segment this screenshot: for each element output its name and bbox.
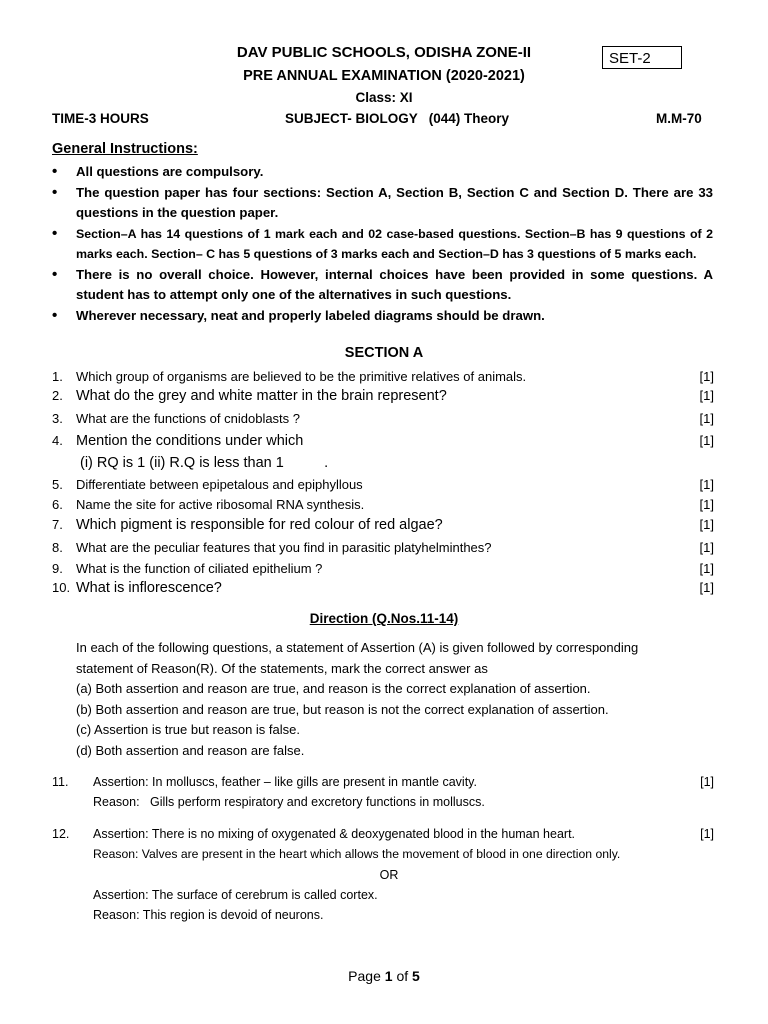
page-of: of: [396, 968, 409, 984]
question-number: 7.: [52, 517, 63, 532]
question-text: Differentiate between epipetalous and epiphyllous: [76, 477, 363, 492]
question-marks: [1]: [699, 497, 714, 512]
question-marks: [1]: [699, 561, 714, 576]
question-number: 6.: [52, 497, 63, 512]
assertion-text: Assertion: In molluscs, feather – like gills are present in mantle cavity.: [93, 775, 477, 789]
question-text: Mention the conditions under which: [76, 433, 304, 449]
question-marks: [1]: [699, 540, 714, 555]
alt-reason-text: Reason: This region is devoid of neurons.: [93, 908, 324, 922]
instruction-item: • All questions are compulsory.: [52, 162, 713, 183]
direction-line: (a) Both assertion and reason are true, and reason is the correct explanation of assertion.: [76, 681, 591, 696]
direction-line: (c) Assertion is true but reason is false.: [76, 722, 300, 737]
reason-text: Reason: Valves are present in the heart which allows the movement of blood in one direction only.: [93, 847, 621, 861]
subject-label: SUBJECT- BIOLOGY (044) Theory: [285, 111, 510, 126]
direction-line: In each of the following questions, a statement of Assertion (A) is given followed by corresponding: [76, 640, 639, 655]
question-marks: [1]: [700, 827, 714, 841]
question-number: 5.: [52, 477, 63, 492]
question-text: What is the function of ciliated epithelium ?: [76, 561, 323, 576]
question-text: What do the grey and white matter in the brain represent?: [76, 388, 447, 404]
question-number: 11.: [52, 775, 69, 789]
section-a-title: SECTION A: [344, 345, 424, 361]
question-text: What are the peculiar features that you find in parasitic platyhelminthes?: [76, 540, 492, 555]
question-number: 12.: [52, 827, 70, 841]
alt-assertion-text: Assertion: The surface of cerebrum is called cortex.: [93, 888, 378, 902]
question-marks: [1]: [699, 369, 714, 384]
question-marks: [1]: [699, 388, 714, 403]
page-label: Page: [348, 968, 381, 984]
question-number: 8.: [52, 540, 63, 555]
question-marks: [1]: [699, 580, 714, 595]
question-marks: [1]: [699, 433, 714, 448]
class-label: Class: XI: [355, 90, 413, 105]
instruction-item: • There is no overall choice. However, internal choices have been provided in some questions. A student has to attempt only one of the alternatives in such questions.: [52, 265, 713, 306]
time-label: TIME-3 HOURS: [52, 111, 149, 126]
question-number: 9.: [52, 561, 63, 576]
instructions-list: [52, 162, 713, 326]
question-number: 4.: [52, 433, 63, 448]
page-footer: [0, 968, 768, 984]
question-marks: [1]: [699, 411, 714, 426]
question-number: 10.: [52, 580, 71, 595]
question-marks: [1]: [700, 775, 714, 789]
assertion-text: Assertion: There is no mixing of oxygenated & deoxygenated blood in the human heart.: [93, 827, 576, 841]
question-text: Name the site for active ribosomal RNA synthesis.: [76, 497, 365, 512]
reason-text: Reason: Gills perform respiratory and excretory functions in molluscs.: [93, 795, 485, 809]
instruction-item: • Section–A has 14 questions of 1 mark each and 02 case-based questions. Section–B has 9 questions of 2 marks each. Section– C has 5 questions of 3 marks each and Section–D has 3 questions of 5 marks each.: [52, 224, 713, 265]
direction-line: statement of Reason(R). Of the statements, mark the correct answer as: [76, 661, 488, 676]
instruction-item: • Wherever necessary, neat and properly labeled diagrams should be drawn.: [52, 306, 713, 327]
question-marks: [1]: [699, 517, 714, 532]
exam-title: PRE ANNUAL EXAMINATION (2020-2021): [243, 68, 525, 84]
question-text-subline: (i) RQ is 1 (ii) R.Q is less than 1 .: [80, 455, 329, 471]
or-separator: OR: [379, 868, 399, 882]
question-number: 1.: [52, 369, 63, 384]
direction-line: (d) Both assertion and reason are false.: [76, 743, 305, 758]
question-marks: [1]: [699, 477, 714, 492]
question-text: What is inflorescence?: [76, 580, 222, 596]
question-text: What are the functions of cnidoblasts ?: [76, 411, 301, 426]
max-marks-label: M.M-70: [656, 111, 702, 126]
direction-line: (b) Both assertion and reason are true, but reason is not the correct explanation of assertion.: [76, 702, 609, 717]
school-name: DAV PUBLIC SCHOOLS, ODISHA ZONE-II: [236, 44, 532, 61]
page-total: 5: [412, 968, 420, 984]
question-text: Which group of organisms are believed to be the primitive relatives of animals.: [76, 369, 527, 384]
question-row: [52, 433, 714, 477]
instruction-item: • The question paper has four sections: Section A, Section B, Section C and Section D. There are 33 questions in the question paper.: [52, 183, 713, 224]
question-number: 2.: [52, 388, 63, 403]
general-instructions-title: General Instructions:: [52, 141, 198, 157]
page-current: 1: [384, 968, 393, 984]
question-text: Which pigment is responsible for red colour of red algae?: [76, 517, 443, 533]
question-number: 3.: [52, 411, 63, 426]
direction-title: Direction (Q.Nos.11-14): [309, 611, 459, 626]
set-label-box: SET-2: [602, 46, 682, 69]
